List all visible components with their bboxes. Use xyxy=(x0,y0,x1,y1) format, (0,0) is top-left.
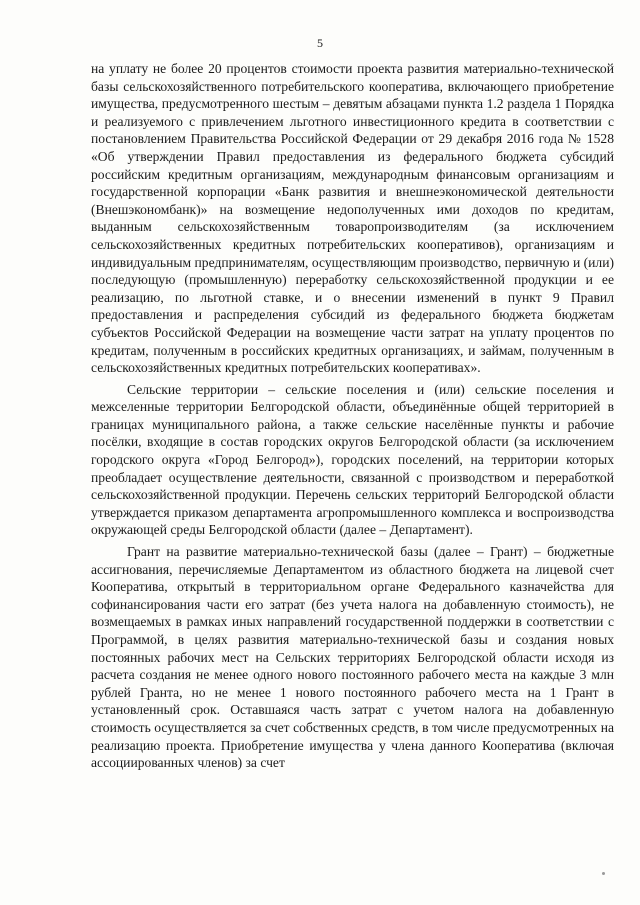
scan-dot-mark xyxy=(602,872,605,875)
paragraph-grant-definition: Грант на развитие материально-технической базы (далее – Грант) – бюджетные ассигнования, перечисляемые Департаментом из областного бюджета на лицевой счет Кооператива, открытый в территориальном органе Федерального казначейства для софинансирования части его затрат (без учета налога на добавленную стоимость), не возмещаемых в рамках иных направлений государственной поддержки в соответствии с Программой, в целях развития материально-технической базы и создания новых постоянных рабочих мест на Сельских территориях Белгородской области исходя из расчета создания не менее одного нового постоянного рабочего места на каждые 3 млн рублей Гранта, но не менее 1 нового постоянного рабочего места на 1 Грант в установленный срок. Оставшаяся часть затрат с учетом налога на добавленную стоимость осуществляется за счет собственных средств, в том числе предусмотренных на реализацию проекта. Приобретение имущества у члена данного Кооператива (включая ассоциированных членов) за счет xyxy=(91,544,614,771)
document-body xyxy=(91,60,614,772)
paragraph-rural-territories: Сельские территории – сельские поселения и (или) сельские поселения и межселенные территории Белгородской области, объединённые общей территорией в границах муниципального района, а также сельские населённые пункты и рабочие посёлки, входящие в состав городских округов Белгородской области (за исключением городского округа «Город Белгород»), городских поселений, на территории которых преобладает осуществление деятельности, связанной с производством и переработкой сельскохозяйственной продукции. Перечень сельских территорий Белгородской области утверждается приказом департамента агропромышленного комплекса и воспроизводства окружающей среды Белгородской области (далее – Департамент). xyxy=(91,381,614,538)
page-number: 5 xyxy=(317,36,323,50)
paragraph-continuation: на уплату не более 20 процентов стоимости проекта развития материально-технической базы сельскохозяйственного потребительского кооператива, включающего приобретение имущества, предусмотренного шестым – девятым абзацами пункта 1.2 раздела 1 Порядка и реализуемого с привлечением льготного инвестиционного кредита в соответствии с постановлением Правительства Российской Федерации от 29 декабря 2016 года № 1528 «Об утверждении Правил предоставления из федерального бюджета субсидий российским кредитным организациям, международным финансовым организациям и государственной корпорации «Банк развития и внешнеэкономической деятельности (Внешэкономбанк)» на возмещение недополученных ими доходов по кредитам, выданным сельскохозяйственным товаропроизводителям (за исключением сельскохозяйственных кредитных потребительских кооперативов), организациям и индивидуальным предпринимателям, осуществляющим производство, первичную и (или) последующую (промышленную) переработку сельскохозяйственной продукции и ее реализацию, по льготной ставке, и о внесении изменений в пункт 9 Правил предоставления и распределения субсидий из федерального бюджета бюджетам субъектов Российской Федерации на возмещение части затрат на уплату процентов по кредитам, полученным в российских кредитных организациях, и займам, полученным в сельскохозяйственных кредитных потребительских кооперативах». xyxy=(91,61,615,376)
